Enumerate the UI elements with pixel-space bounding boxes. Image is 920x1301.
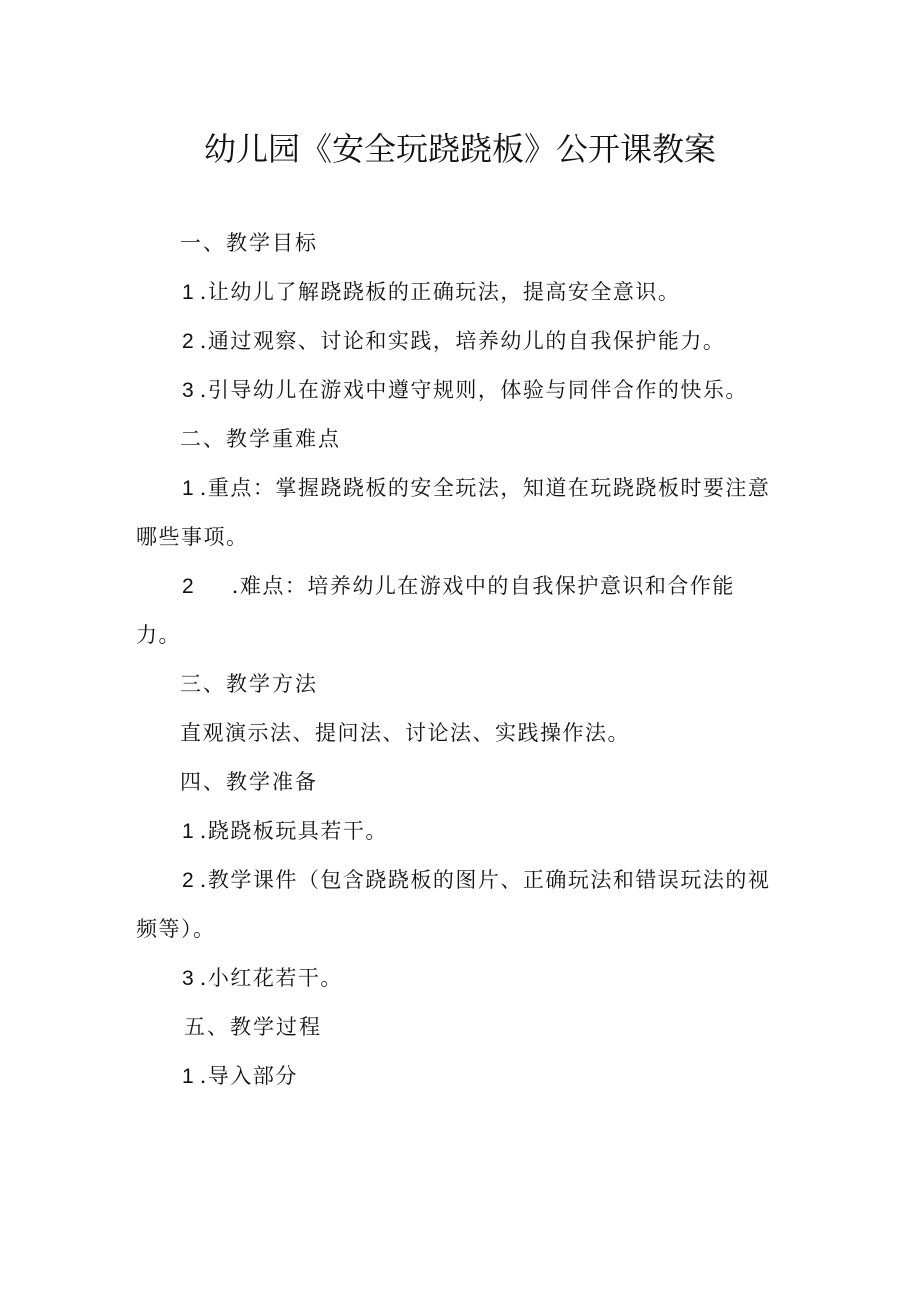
section-heading-process: 五、教学过程 (184, 1015, 322, 1039)
key-point-item-2-continuation: 力。 (136, 623, 181, 647)
section-heading-preparation: 四、教学准备 (180, 770, 318, 794)
item-text: .引导幼儿在游戏中遵守规则，体验与同伴合作的快乐。 (199, 378, 748, 402)
item-number: 3 (182, 379, 194, 402)
item-text: .导入部分 (199, 1064, 298, 1088)
item-text: .教学课件（包含跷跷板的图片、正确玩法和错误玩法的视 (199, 868, 771, 892)
preparation-item-2-continuation: 频等）。 (136, 917, 216, 941)
item-number: 1 (182, 1065, 194, 1088)
objective-item-1 (182, 277, 680, 308)
item-number: 1 (182, 820, 194, 843)
section-heading-methods: 三、教学方法 (180, 672, 318, 696)
preparation-item-3 (182, 963, 343, 994)
section-heading-objectives: 一、教学目标 (180, 231, 318, 255)
item-number: 1 (182, 281, 194, 304)
item-number: 1 (182, 477, 194, 500)
item-text: .难点：培养幼儿在游戏中的自我保护意识和合作能 (231, 574, 735, 598)
preparation-item-2 (182, 865, 770, 896)
item-number: 2 (182, 575, 194, 598)
objective-item-2 (182, 326, 725, 357)
document-title: 幼儿园《安全玩跷跷板》公开课教案 (203, 130, 716, 168)
key-point-item-1-continuation: 哪些事项。 (136, 525, 249, 549)
preparation-item-1 (182, 816, 388, 847)
objective-item-3 (182, 375, 748, 406)
process-item-1 (182, 1061, 298, 1092)
key-point-item-1 (182, 473, 770, 504)
item-text: .跷跷板玩具若干。 (199, 819, 388, 843)
item-text: .重点：掌握跷跷板的安全玩法，知道在玩跷跷板时要注意 (199, 476, 771, 500)
methods-text: 直观演示法、提问法、讨论法、实践操作法。 (180, 721, 630, 745)
item-number: 3 (182, 967, 194, 990)
section-heading-key-points: 二、教学重难点 (180, 427, 341, 451)
item-number: 2 (182, 869, 194, 892)
item-text: .让幼儿了解跷跷板的正确玩法，提高安全意识。 (199, 280, 681, 304)
item-text: .小红花若干。 (199, 966, 343, 990)
key-point-item-2 (182, 571, 735, 602)
item-number: 2 (182, 330, 194, 353)
item-text: .通过观察、讨论和实践，培养幼儿的自我保护能力。 (199, 329, 726, 353)
